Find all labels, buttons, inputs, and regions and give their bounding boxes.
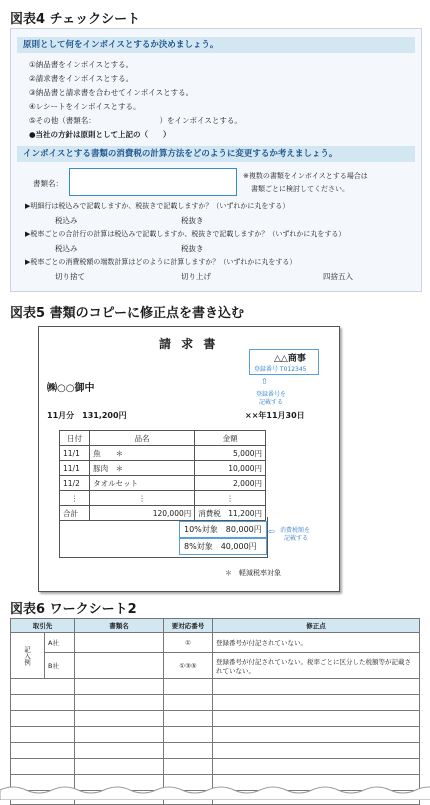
cell-item: ⋮	[90, 491, 195, 506]
table-row	[11, 653, 420, 679]
cell-amount: 5,000円	[195, 446, 266, 461]
regno-note-2: 記載する	[259, 399, 284, 406]
question-2: ▶税率ごとの合計行の計算は税込みで記載しますか、税抜きで記載しますか？（いずれかに丸をする）	[25, 230, 346, 238]
invoice-copy	[38, 326, 340, 592]
table-row	[60, 446, 266, 461]
total-label: 合計	[60, 506, 90, 521]
invoice-heading: 請 求 書	[159, 337, 219, 351]
cell-date: 11/1	[60, 461, 90, 476]
empty-row[interactable]	[11, 679, 420, 695]
q3-option-round[interactable]: 四捨五入	[323, 272, 353, 281]
q1-option-taxin[interactable]: 税込み	[55, 216, 78, 225]
cell-amount: ⋮	[195, 491, 266, 506]
header-client: 取引先	[11, 619, 75, 633]
cell-amount: 10,000円	[195, 461, 266, 476]
empty-row[interactable]	[11, 695, 420, 711]
cell-date: 11/2	[60, 476, 90, 491]
cell-amount: 2,000円	[195, 476, 266, 491]
cell-no: ①③⑤	[164, 653, 213, 679]
policy-line: ●当社の方針は原則として上記の（ ）	[29, 130, 171, 139]
note-line-2: 書類ごとに検討してください。	[251, 185, 349, 193]
footnote: ＊ 軽減税率対象	[225, 569, 281, 577]
header-item: 品名	[90, 431, 195, 446]
seller-name: △△商事	[274, 354, 306, 364]
table-row	[11, 633, 420, 653]
table-row	[60, 491, 266, 506]
header-fix: 修正点	[213, 619, 420, 633]
option-5: ⑤その他（書類名： ）をインボイスとする。	[29, 116, 242, 125]
addressee: ㈱○○御中	[47, 383, 95, 394]
q1-option-taxex[interactable]: 税抜き	[181, 216, 204, 225]
registration-number: 登録番号 T012345	[254, 366, 307, 373]
empty-row[interactable]	[11, 743, 420, 759]
cell-item: 魚 ＊	[90, 446, 195, 461]
rate8-line: 8%対象 40,000円	[184, 542, 257, 551]
example-label: 記入例	[11, 633, 45, 679]
fig5-title: 図表5 書類のコピーに修正点を書き込む	[10, 306, 245, 321]
q3-option-ceil[interactable]: 切り上げ	[181, 272, 211, 281]
tax-value: 11,200円	[228, 508, 262, 518]
table-row	[60, 476, 266, 491]
docname-label: 書類名：	[33, 179, 63, 188]
arrow-up-icon: ⇧	[261, 377, 268, 386]
option-4: ④レシートをインボイスとする。	[29, 102, 141, 111]
cell-client: B社	[45, 653, 75, 679]
fig6-title: 図表6 ワークシート2	[10, 602, 137, 617]
header-doc: 書類名	[75, 619, 164, 633]
section-header-2: インボイスとする書類の消費税の計算方法をどのように変更するか考えましょう。	[17, 146, 415, 162]
docname-field[interactable]	[69, 168, 237, 196]
q2-option-taxin[interactable]: 税込み	[55, 244, 78, 253]
header-date: 日付	[60, 431, 90, 446]
cell-doc[interactable]	[75, 633, 164, 653]
cell-date: ⋮	[60, 491, 90, 506]
cell-item: 豚肉 ＊	[90, 461, 195, 476]
header-no: 要対応番号	[164, 619, 213, 633]
cell-date: 11/1	[60, 446, 90, 461]
section-header-1: 原則として何をインボイスとするか決めましょう。	[17, 37, 415, 53]
option-1: ①納品書をインボイスとする。	[29, 60, 134, 69]
q3-option-floor[interactable]: 切り捨て	[55, 272, 85, 281]
question-1: ▶明細行は税込みで記載しますか、税抜きで記載しますか？（いずれかに丸をする）	[25, 202, 290, 210]
question-3: ▶税率ごとの消費税額の端数計算はどのように計算しますか？（いずれかに丸をする）	[25, 258, 297, 266]
regno-note-1: 登録番号を	[256, 391, 287, 398]
line-items-table	[59, 430, 266, 521]
arrow-left-icon: ⇦	[268, 527, 275, 536]
total-value: 120,000円	[90, 506, 195, 521]
q2-option-taxex[interactable]: 税抜き	[181, 244, 204, 253]
rate10-line: 10%対象 80,000円	[184, 525, 262, 534]
option-3: ③納品書と請求書を合わせてインボイスとする。	[29, 88, 194, 97]
billing-amount: 11月分 131,200円	[47, 411, 127, 420]
empty-row[interactable]	[11, 759, 420, 775]
header-amount: 金額	[195, 431, 266, 446]
cell-client: A社	[45, 633, 75, 653]
tax-note-1: 消費税額を	[280, 527, 311, 534]
empty-row[interactable]	[11, 727, 420, 743]
empty-row[interactable]	[11, 711, 420, 727]
cell-fix: 登録番号が付記されていない。	[213, 633, 420, 653]
fig4-title: 図表4 チェックシート	[10, 12, 141, 27]
option-2: ②請求書をインボイスとする。	[29, 74, 134, 83]
cell-doc[interactable]	[75, 653, 164, 679]
table-row	[60, 461, 266, 476]
cell-fix: 登録番号が付記されていない。税率ごとに区分した税額等が記載されていない。	[213, 653, 420, 679]
tax-label: 消費税	[198, 508, 221, 518]
tax-note-2: 記載する	[284, 535, 309, 542]
check-sheet	[10, 28, 422, 292]
cell-no: ①	[164, 633, 213, 653]
invoice-date: ××年11月30日	[245, 411, 305, 420]
worksheet-table	[10, 618, 420, 805]
cell-item: タオルセット	[90, 476, 195, 491]
wave-cut-edge	[0, 784, 430, 800]
note-line-1: ※複数の書類をインボイスとする場合は	[243, 172, 368, 180]
